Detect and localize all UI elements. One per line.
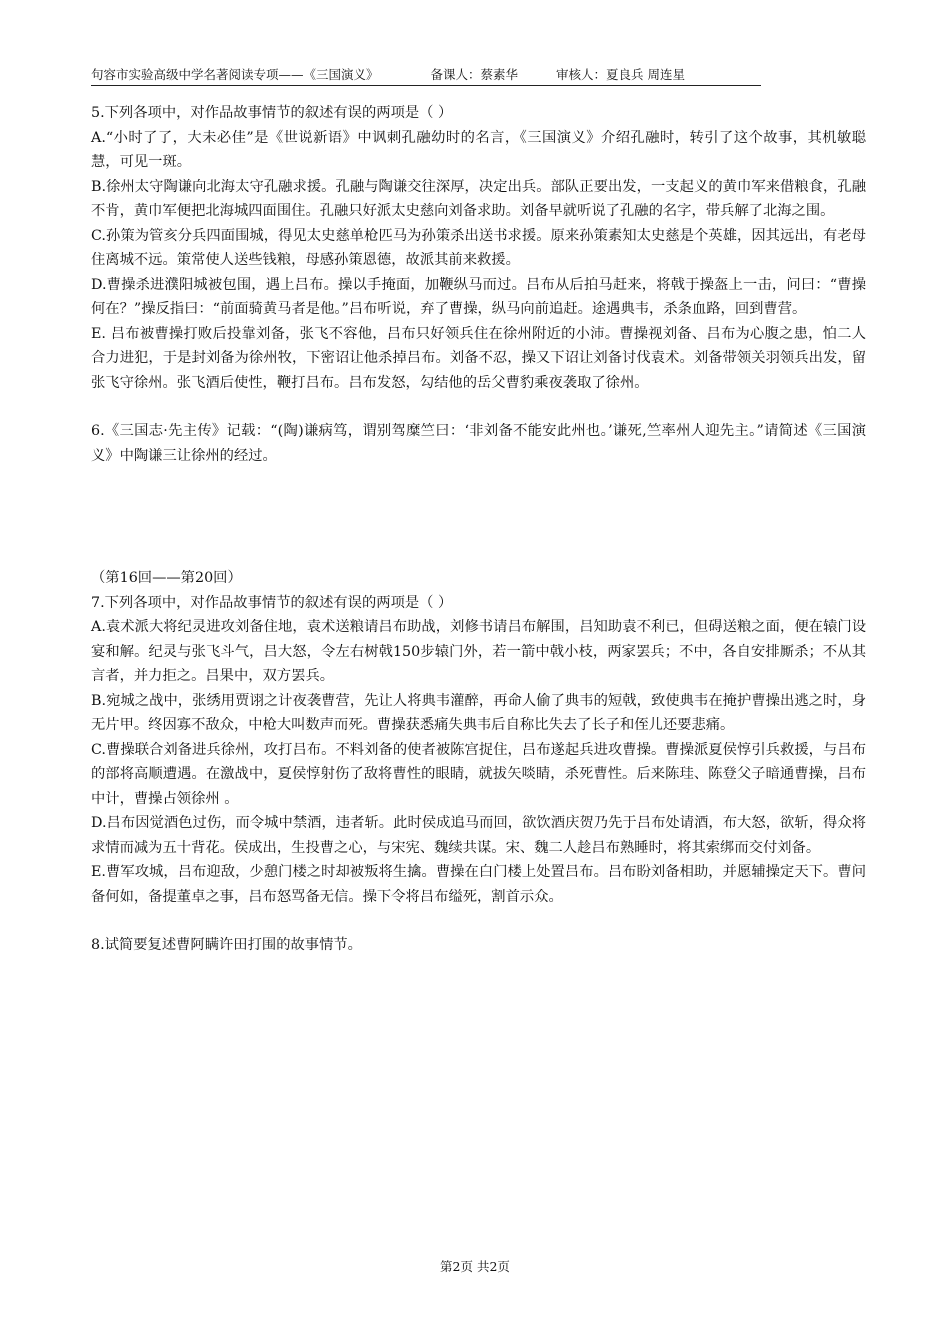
question-stem: 7.下列各项中，对作品故事情节的叙述有误的两项是（ ）: [91, 594, 453, 611]
option-d: D.曹操杀进濮阳城被包围，遇上吕布。操以手掩面，加鞭纵马而过。吕布从后拍马赶来，将戟于操盔上一击，问曰：“曹操何在？”操反指曰：“前面骑黄马者是他。”吕布听说，弃了曹操，纵马向前追赶。途遇典韦，杀条血路，回到曹营。: [91, 276, 866, 317]
answer-space: [91, 468, 866, 566]
option-d: D.吕布因觉酒色过伤，而令城中禁酒，违者斩。此时侯成追马而回，欲饮酒庆贺乃先于吕布处请酒，布大怒，欲斩，得众将求情而减为五十背花。侯成出，生投曹之心，与宋宪、魏续共谋。宋、魏二人趁吕布熟睡时，将其索绑而交付刘备。: [91, 815, 866, 856]
question-stem: 6.《三国志·先主传》记载：“(陶)谦病笃，谓别驾糜竺曰：‘非刘备不能安此州也。’谦死,竺率州人迎先主。”请简述《三国演义》中陶谦三让徐州的经过。: [91, 423, 866, 464]
header-reviewer: 审核人：夏良兵 周连星: [556, 67, 686, 82]
option-e: E. 吕布被曹操打败后投靠刘备，张飞不容他，吕布只好领兵住在徐州附近的小沛。曹操视刘备、吕布为心腹之患，怕二人合力进犯，于是封刘备为徐州牧，下密诏让他杀掉吕布。刘备不忍，操又下诏让刘备讨伐袁术。刘备带领关羽领兵出发，留张飞守徐州。张飞酒后使性，鞭打吕布。吕布发怒，勾结他的岳父曹豹乘夜袭取了徐州。: [91, 325, 866, 391]
option-c: C.曹操联合刘备进兵徐州，攻打吕布。不料刘备的使者被陈宫捉住，吕布遂起兵进攻曹操。曹操派夏侯惇引兵救援，与吕布的部将高顺遭遇。在激战中，夏侯惇射伤了敌将曹性的眼睛，就拔矢啖睛，杀死曹性。后来陈珪、陈登父子暗通曹操，吕布中计，曹操占领徐州 。: [91, 741, 866, 807]
page-content: [91, 101, 866, 958]
option-b: B.徐州太守陶谦向北海太守孔融求援。孔融与陶谦交往深厚，决定出兵。部队正要出发，一支起义的黄巾军来借粮食，孔融不肯，黄巾军便把北海城四面围住。孔融只好派太史慈向刘备求助。刘备早就听说了孔融的名字，带兵解了北海之围。: [91, 178, 866, 219]
question-7: [91, 591, 866, 910]
option-c: C.孙策为管亥分兵四面围城，得见太史慈单枪匹马为孙策杀出送书求援。原来孙策素知太史慈是个英雄，因其远出，有老母住离城不远。策常使人送些钱粮，母感孙策恩德，故派其前来救援。: [91, 227, 866, 268]
page-footer: [0, 1258, 950, 1276]
question-stem: 8.试简要复述曹阿瞒许田打围的故事情节。: [91, 937, 362, 953]
header-title: 句容市实验高级中学名著阅读专项——《三国演义》: [91, 67, 379, 82]
page-number: 第2页 共2页: [440, 1259, 510, 1274]
question-8: [91, 933, 866, 958]
question-5: [91, 101, 866, 395]
question-6: [91, 419, 866, 468]
section-label: （第16回——第20回）: [91, 570, 242, 586]
question-stem: 5.下列各项中，对作品故事情节的叙述有误的两项是（ ）: [91, 105, 453, 121]
header-preparer: 备课人：蔡素华: [430, 67, 519, 82]
page-header: [91, 66, 761, 86]
option-a: A.袁术派大将纪灵进攻刘备住地，袁术送粮请吕布助战，刘修书请吕布解围，吕知助袁不利已，但碍送粮之面，便在辕门设宴和解。纪灵与张飞斗气，吕大怒，令左右树戟150步辕门外，若一箭中戟小枝，两家罢兵；不中，各自安排厮杀；不从其言者，并力拒之。吕果中，双方罢兵。: [91, 619, 866, 684]
option-e: E.曹军攻城，吕布迎敌，少憩门楼之时却被叛将生擒。曹操在白门楼上处置吕布。吕布盼刘备相助，并愿辅操定天下。曹问备何如，备提董卓之事，吕布怒骂备无信。操下令将吕布缢死，割首示众。: [91, 864, 866, 905]
option-a: A.“小时了了，大未必佳”是《世说新语》中讽刺孔融幼时的名言，《三国演义》介绍孔融时，转引了这个故事，其机敏聪慧，可见一斑。: [91, 129, 866, 170]
option-b: B.宛城之战中，张绣用贾诩之计夜袭曹营，先让人将典韦灌醉，再命人偷了典韦的短戟，致使典韦在掩护曹操出逃之时，身无片甲。终因寡不敌众，中枪大叫数声而死。曹操获悉痛失典韦后自称比失去了长子和侄儿还要悲痛。: [91, 692, 866, 733]
